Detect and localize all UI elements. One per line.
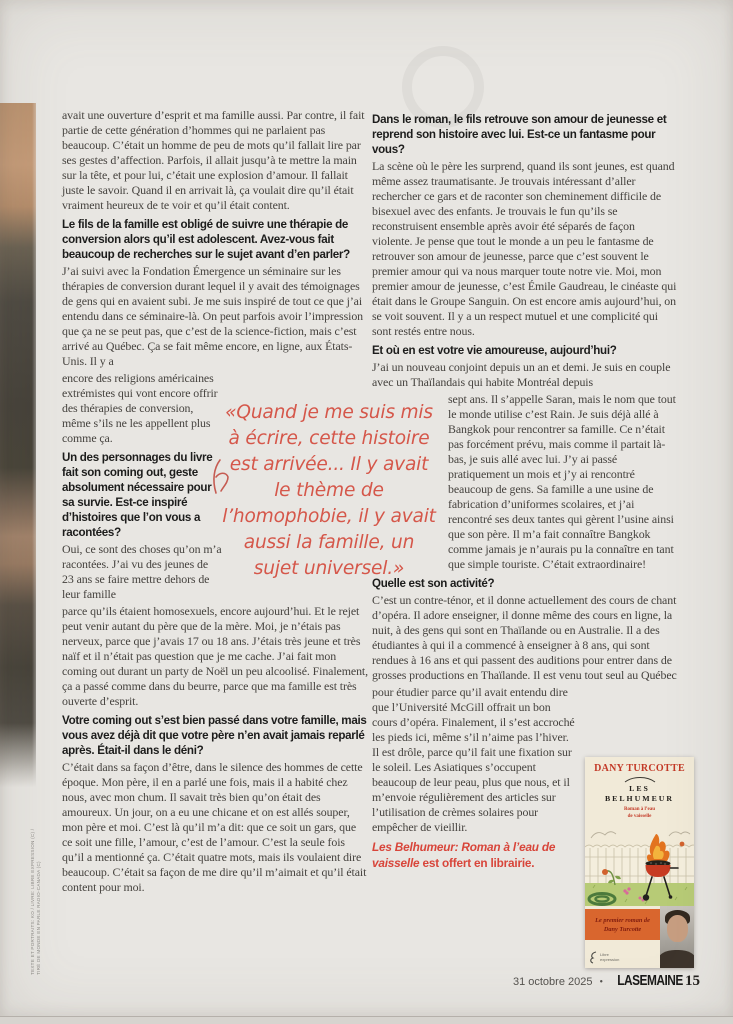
author-photo-face xyxy=(667,915,688,942)
credit-line1: TEXTE ET PORTRAITS: KO / LIVRE: LIBRE EXPRESSION (C) / xyxy=(30,828,35,975)
page-number: 15 xyxy=(685,973,700,989)
answer-activity-full: C’est un contre-ténor, et il donne actuellement des cours de chant d’opéra. Il adore enseigner, il donne même des cours en ligne, la nuit, à des gens qui sont en Thaïlande ou en Australie. Il a des étudiantes à qui il a commencé à enseigner à 8 ans, qui sont rendues à 16 ans et qui passent des auditions pour entrer dans de grosses productions en Thaïlande. Il est venu tout seul au Québec xyxy=(372,593,677,682)
book-title-line1: LES xyxy=(629,784,650,793)
answer-love-life-narrow: sept ans. Il s’appelle Saran, mais le nom que tout le monde utilise c’est Rain. Je suis déjà allé à Bangkok pour rencontrer sa famille. Ce n’était pas forcément prévu, mais comme il partait là-bas, je suis allé avec lui. J’y ai passé pratiquement un mois et j’y ai rencontré beaucoup de gens. Sa famille a une usine de fabrication d’uniformes scolaires, et j’ai rencontré ses deux tantes qui gèrent l’usine ainsi que son père. Il m’a fait connaître Bangkok comme jamais je n’aurais pu la connaître en tant que simple touriste. C’était extraordinaire! xyxy=(448,392,676,571)
backyard-bbq-illustration xyxy=(585,824,694,908)
book-banner xyxy=(585,909,660,940)
book-note-title: Les Belhumeur: Roman à l’eau de vaisselle xyxy=(372,840,556,870)
answer-activity-narrow: pour étudier parce qu’il avait entendu dire que l’Université McGill offrait un bon cours d’opéra. Finalement, il s’est accroché les pieds ici, même s’il n’aime pas l’hiver. Il est drôle, parce qu’il fait une fixation sur le soleil. Les Asiatiques s’occupent beaucoup de leur peau, plus que nous, et il m’envoie régulièrement des articles sur l’utilisation de crèmes solaires pour empêcher de vieillir. xyxy=(372,685,575,834)
book-cover xyxy=(585,757,694,968)
question-father-denial: Votre coming out s’est bien passé dans votre famille, mais vous avez déjà dit que votre père n’en avait jamais reparlé après. Était-il dans le déni? xyxy=(62,714,367,757)
answer-father-denial: C’était dans sa façon d’être, dans le silence des hommes de cette époque. Mon père, il en a parlé une fois, mais il a habité chez nous, avec mon chum. Il savait très bien qu’on était des amoureux. Un jour, on a eu une chicane et on est allés souper, mon père et moi. C’est là qu’il m’a dit: que ce soit un gars, que ce soit une fille, l’amour, c’est de l’amour. C’est la seule fois qu’il a mentionné ça. C’était quatre mots, mais ils voulaient dire beaucoup. C’était sa façon de me dire qu’il m’aimait et qu’il était content pour moi. xyxy=(62,760,367,894)
question-conversion-therapy: Le fils de la famille est obligé de suivre une thérapie de conversion alors qu’il est adolescent. Avez-vous fait beaucoup de recherches sur le sujet avant d’en parler? xyxy=(62,218,350,261)
paragraph-intro: avait une ouverture d’esprit et ma famille aussi. Par contre, il fait partie de cette génération d’hommes qui ne parlaient pas beaucoup. C’était un homme de peu de mots qu’il fallait lire par ses gestes d’affection. Parfois, il allait jusqu’à te mettre la main sur la tête, et pour lui, c’était une explosion d’amour. Il fallait juste le savoir. Quand il en arrivait là, ça voulait dire qu’il était vraiment heureux de te voir et qu’il était content. xyxy=(62,108,365,212)
book-title-line2: BELHUMEUR xyxy=(604,794,675,803)
page-bottom-edge xyxy=(0,1016,733,1024)
publisher-name-line2: expression xyxy=(600,956,620,962)
answer-conversion-full: J’ai suivi avec la Fondation Émergence un séminaire sur les thérapies de conversion durant lequel il y avait des témoignages de gens qui en avaient subi. Je me suis inspiré de tout ce que j’ai entendu dans ce séminaire-là. On peut parfois avoir l’impression que ça ne se peut pas, que c’est de la science-fiction, mais c’est arrivé au Québec. Ça se fait même encore, en ligne, aux États-Unis. Il y a xyxy=(62,264,364,368)
book-author: DANY TURCOTTE xyxy=(594,763,685,774)
publisher-logo xyxy=(589,951,619,964)
author-photo xyxy=(660,906,694,968)
credit-line2: TIRÉ DE MONDE EN PARLE RADIO-CANADA (C) xyxy=(36,861,41,975)
banner-line1: Le premier roman de xyxy=(595,916,650,924)
cover-squiggle-icon xyxy=(623,776,657,784)
pull-quote: «Quand je me suis mis à écrire, cette histoire est arrivée... Il y avait le thème de l’homophobie, il y avait aussi la famille, un sujet universel.» xyxy=(222,402,436,579)
answer-love-life-full: J’ai un nouveau conjoint depuis un an et demi. Je suis en couple avec un Thaïlandais qui habite Montréal depuis xyxy=(372,360,671,389)
question-coming-out: Un des personnages du livre fait son coming out, geste absolument nécessaire pour sa survie. Est-ce inspiré d’histoires que l’on vous a racontées? xyxy=(62,451,213,539)
publisher-glyph-icon xyxy=(589,951,598,964)
page-footer xyxy=(513,973,700,990)
book-subtitle-line1: Roman à l’eau xyxy=(623,807,656,812)
book-note-rest: est offert en librairie. xyxy=(422,855,535,870)
book-availability-note xyxy=(372,840,577,871)
red-pen-mark xyxy=(209,458,231,496)
answer-coming-out-narrow: Oui, ce sont des choses qu’on m’a racontées. J’ai vu des jeunes de 23 ans se faire mettre dehors de leur famille xyxy=(62,542,222,601)
footer-bullet: • xyxy=(599,977,603,988)
book-subtitle-line2: de vaisselle xyxy=(627,813,652,819)
publisher-name-line1: Libre xyxy=(600,951,609,957)
question-activity: Quelle est son activité? xyxy=(372,577,495,590)
adjacent-page-photo-bleed xyxy=(0,103,36,791)
answer-coming-out-full: parce qu’ils étaient homosexuels, encore aujourd’hui. Et le rejet peut venir autant du père que de la mère. Moi, je n’étais pas nerveux, parce que j’avais 17 ou 18 ans. J’étais très jeune et très naïf et il n’était pas question que je me cache. J’ai fait mon coming out durant un party de Noël un peu alcoolisé. Finalement, ça a passé comme dans du beurre, parce que ma famille est très ouverte d’esprit. xyxy=(62,604,368,708)
book-cover-bottom xyxy=(585,906,694,968)
question-novel-fantasy: Dans le roman, le fils retrouve son amour de jeunesse et reprend son histoire avec lui. Est-ce un fantasme pour vous? xyxy=(372,113,667,156)
answer-novel-fantasy: La scène où le père les surprend, quand ils sont jeunes, est quand même assez traumatisante. Je trouvais intéressant d’aller rechercher ce gars et de raconter son cheminement difficile de bisexuel avec des enfants. Je trouvais le fun qu’ils se reconstruisent ensemble après avoir été séparés de façon violente. Je pense que tout le monde a un peu le fantasme de retrouver son amour de jeunesse, parce que c’est souvent le premier amour qui va nous marquer toute notre vie. Moi, mon premier amour de jeunesse, c’est Émile Gaudreau, le cinéaste qui était dans le Groupe Sanguin. On est encore amis aujourd’hui, on se voit souvent. Il y a un respect mutuel et une complicité qui sont restés entre nous. xyxy=(372,159,677,338)
magazine-logo: LASEMAINE xyxy=(617,973,683,989)
photo-credit-vertical xyxy=(30,817,42,975)
question-love-life: Et où en est votre vie amoureuse, aujourd’hui? xyxy=(372,344,617,357)
answer-conversion-narrow: encore des religions américaines extrémistes qui vont encore offrir des thérapies de conversion, même s’ils ne les appellent plus comme ça. xyxy=(62,371,218,445)
issue-date: 31 octobre 2025 xyxy=(512,976,593,988)
author-photo-torso xyxy=(660,950,694,968)
banner-line2: Dany Turcotte xyxy=(603,925,642,933)
